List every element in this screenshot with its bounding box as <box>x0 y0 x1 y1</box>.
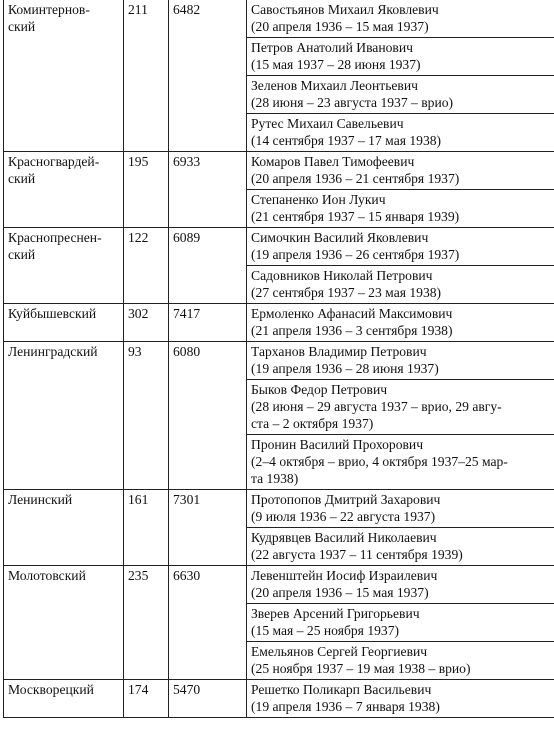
head-cell <box>247 435 554 490</box>
district-cell-text: Красногвардей- ский <box>8 154 100 186</box>
district-cell <box>4 566 124 680</box>
number-a-cell <box>124 566 169 680</box>
number-b-cell <box>169 680 247 718</box>
district-cell <box>4 490 124 566</box>
number-a-cell <box>124 0 169 152</box>
table-row <box>4 566 554 604</box>
table-row <box>4 342 554 380</box>
head-cell <box>247 190 554 228</box>
district-cell-text: Ленинский <box>8 492 73 507</box>
number-a-cell <box>124 304 169 342</box>
head-cell <box>247 152 554 190</box>
number-b-cell-text: 7417 <box>173 306 201 321</box>
head-cell <box>247 342 554 380</box>
table-row <box>4 490 554 528</box>
table-row <box>4 0 554 38</box>
district-cell-text: Коминтернов- ский <box>8 2 90 34</box>
number-a-cell-text: 122 <box>128 230 149 245</box>
head-name-and-dates: Симочкин Василий Яковлевич (19 апреля 1936 – 26 сентября 1937) <box>251 230 460 262</box>
number-b-cell-text: 7301 <box>173 492 201 507</box>
head-cell <box>247 566 554 604</box>
head-name-and-dates: Протопопов Дмитрий Захарович (9 июля 1936 – 22 августа 1937) <box>251 492 441 524</box>
head-name-and-dates: Петров Анатолий Иванович (15 мая 1937 – 28 июня 1937) <box>251 40 421 72</box>
table-row <box>4 304 554 342</box>
head-name-and-dates: Рутес Михаил Савельевич (14 сентября 1937 – 17 мая 1938) <box>251 116 442 148</box>
number-a-cell <box>124 680 169 718</box>
head-cell <box>247 38 554 76</box>
district-cell <box>4 304 124 342</box>
head-name-and-dates: Садовников Николай Петрович (27 сентября 1937 – 23 мая 1938) <box>251 268 442 300</box>
district-cell-text: Куйбышевский <box>8 306 97 321</box>
number-b-cell-text: 6630 <box>173 568 201 583</box>
table-body <box>4 0 554 718</box>
head-name-and-dates: Зверев Арсений Григорьевич (15 мая – 25 ноября 1937) <box>251 606 420 638</box>
number-b-cell <box>169 0 247 152</box>
head-name-and-dates: Савостьянов Михаил Яковлевич (20 апреля 1936 – 15 мая 1937) <box>251 2 439 34</box>
head-cell <box>247 266 554 304</box>
head-cell <box>247 680 554 718</box>
table-row <box>4 228 554 266</box>
number-b-cell-text: 5470 <box>173 682 201 697</box>
number-b-cell <box>169 490 247 566</box>
number-b-cell <box>169 566 247 680</box>
number-b-cell-text: 6482 <box>173 2 201 17</box>
number-a-cell <box>124 342 169 490</box>
head-cell <box>247 76 554 114</box>
districts-table <box>3 0 554 718</box>
head-name-and-dates: Левенштейн Иосиф Израилевич (20 апреля 1936 – 15 мая 1937) <box>251 568 438 600</box>
head-cell <box>247 490 554 528</box>
number-a-cell-text: 211 <box>128 2 148 17</box>
head-name-and-dates: Комаров Павел Тимофеевич (20 апреля 1936 – 21 сентября 1937) <box>251 154 460 186</box>
head-cell <box>247 642 554 680</box>
number-b-cell-text: 6089 <box>173 230 201 245</box>
head-cell <box>247 228 554 266</box>
number-b-cell-text: 6933 <box>173 154 201 169</box>
number-b-cell-text: 6080 <box>173 344 201 359</box>
district-cell <box>4 152 124 228</box>
number-a-cell-text: 302 <box>128 306 149 321</box>
number-b-cell <box>169 228 247 304</box>
number-b-cell <box>169 342 247 490</box>
district-cell <box>4 342 124 490</box>
head-name-and-dates: Кудрявцев Василий Николаевич (22 августа 1937 – 11 сентября 1939) <box>251 530 463 562</box>
number-a-cell-text: 161 <box>128 492 149 507</box>
district-cell-text: Москворецкий <box>8 682 94 697</box>
head-name-and-dates: Решетко Поликарп Васильевич (19 апреля 1936 – 7 января 1938) <box>251 682 440 714</box>
table-row <box>4 680 554 718</box>
number-a-cell-text: 195 <box>128 154 149 169</box>
number-a-cell-text: 235 <box>128 568 149 583</box>
number-a-cell-text: 93 <box>128 344 142 359</box>
number-b-cell <box>169 304 247 342</box>
district-cell-text: Ленинградский <box>8 344 98 359</box>
head-cell <box>247 114 554 152</box>
head-name-and-dates: Степаненко Ион Лукич (21 сентября 1937 – 15 января 1939) <box>251 192 460 224</box>
head-name-and-dates: Пронин Василий Прохорович (2–4 октября – врио, 4 октября 1937–25 мар- та 1938) <box>251 437 508 486</box>
number-a-cell-text: 174 <box>128 682 149 697</box>
number-b-cell <box>169 152 247 228</box>
head-cell <box>247 0 554 38</box>
district-cell <box>4 228 124 304</box>
head-cell <box>247 528 554 566</box>
head-name-and-dates: Зеленов Михаил Леонтьевич (28 июня – 23 августа 1937 – врио) <box>251 78 454 110</box>
head-name-and-dates: Емельянов Сергей Георгиевич (25 ноября 1937 – 19 мая 1938 – врио) <box>251 644 471 676</box>
head-cell <box>247 604 554 642</box>
head-cell <box>247 304 554 342</box>
head-name-and-dates: Ермоленко Афанасий Максимович (21 апреля 1936 – 3 сентября 1938) <box>251 306 453 338</box>
head-name-and-dates: Быков Федор Петрович (28 июня – 29 августа 1937 – врио, 29 авгу- ста – 2 октября 1937) <box>251 382 502 431</box>
district-cell-text: Молотовский <box>8 568 86 583</box>
table-row <box>4 152 554 190</box>
head-cell <box>247 380 554 435</box>
district-cell <box>4 680 124 718</box>
district-cell <box>4 0 124 152</box>
number-a-cell <box>124 228 169 304</box>
number-a-cell <box>124 490 169 566</box>
number-a-cell <box>124 152 169 228</box>
district-cell-text: Краснопреснен- ский <box>8 230 102 262</box>
head-name-and-dates: Тарханов Владимир Петрович (19 апреля 1936 – 28 июня 1937) <box>251 344 439 376</box>
